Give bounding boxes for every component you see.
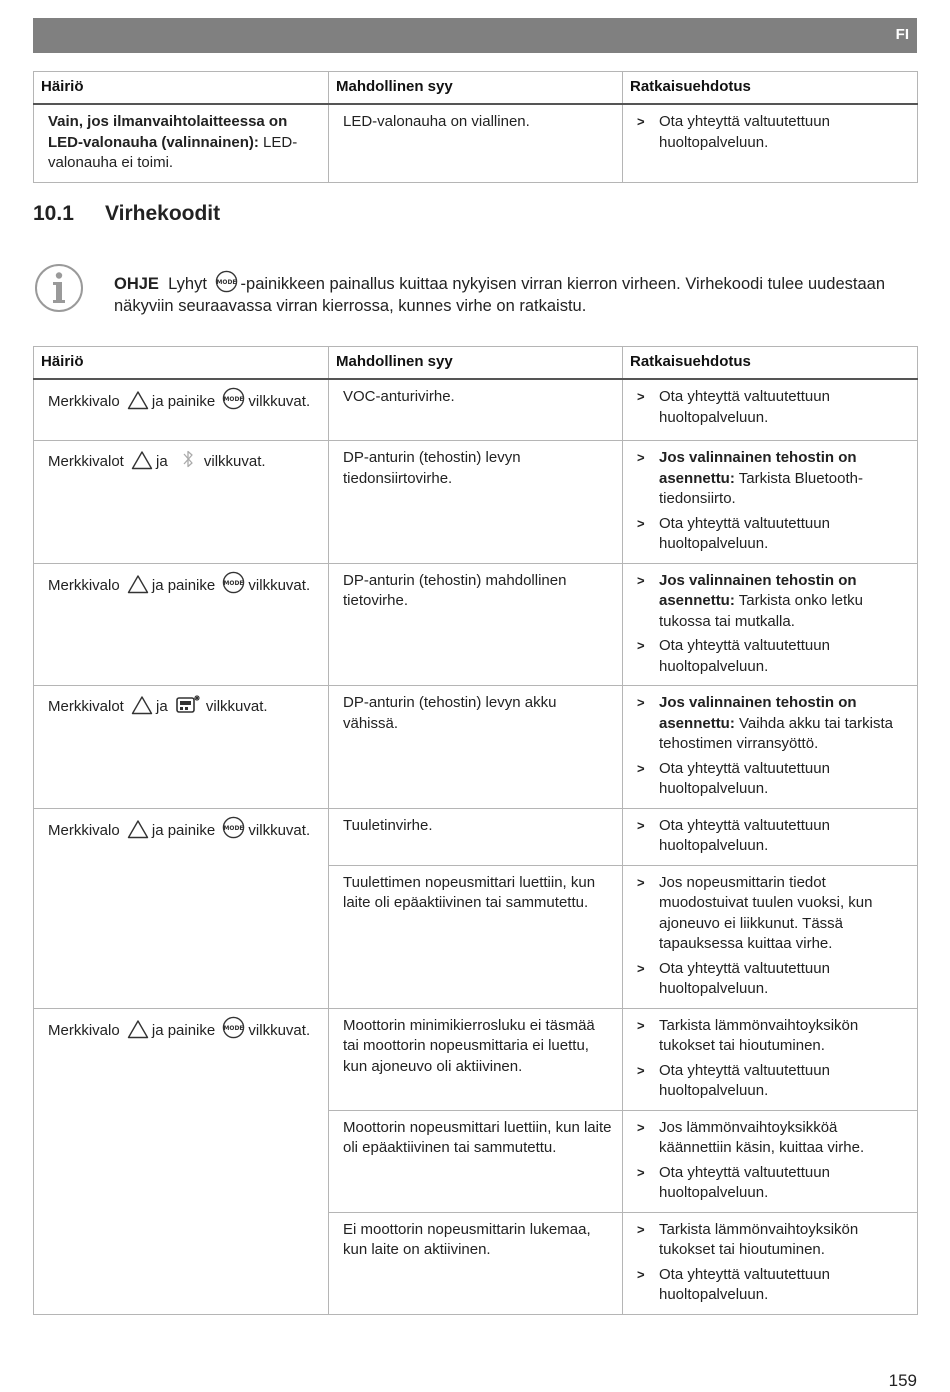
solution-cell: [623, 563, 918, 686]
led-troubleshooting-table: [33, 71, 918, 183]
column-header-cause: Mahdollinen syy: [329, 347, 623, 380]
fault-text: ja painike: [151, 1021, 216, 1039]
fault-text: ja: [156, 698, 168, 715]
solution-item: [637, 636, 907, 677]
table-row: [34, 1008, 918, 1110]
table-header-row: [34, 347, 918, 380]
cause-cell: Tuulettimen nopeusmittari luettiin, kun laite oli epäaktiivinen tai sammutettu.: [329, 865, 623, 1008]
arrow-icon: >: [637, 572, 645, 588]
fault-text: ja: [156, 453, 168, 470]
fault-text: vilkkuvat.: [248, 821, 311, 839]
mode-button-icon: [222, 387, 245, 410]
fault-cell: [34, 441, 329, 564]
note-text-end: -painikkeen painallus kuittaa nykyisen virran kierron virheen. Virhekoodi tulee uudestaan näkyviin seuraavassa virran kierrossa, kunnes virhe on ratkaistu.: [114, 275, 886, 315]
solution-text: Tarkista lämmönvaihtoyksikön tukokset tai hioutuminen.: [659, 1016, 859, 1054]
solution-cell: [623, 865, 918, 1008]
solution-text: Ota yhteyttä valtuutettuun huoltopalveluun.: [659, 388, 830, 426]
arrow-icon: >: [637, 1221, 645, 1237]
table-row: [34, 686, 918, 809]
note-label: OHJE: [114, 275, 159, 293]
warning-triangle-icon: [127, 574, 149, 594]
solution-condition: Jos valinnainen tehostin on asennettu:: [659, 571, 857, 609]
solution-text: Tarkista onko letku tukossa tai mutkalla.: [659, 592, 863, 630]
fault-text: vilkkuvat.: [205, 698, 268, 715]
mode-button-icon: [222, 816, 245, 839]
note-paragraph: [114, 270, 914, 317]
solution-cell: [623, 1008, 918, 1110]
fault-text: ja painike: [151, 821, 216, 839]
mode-button-icon: [222, 1016, 245, 1039]
arrow-icon: >: [637, 389, 645, 404]
note-text-start: Lyhyt: [168, 275, 207, 293]
arrow-icon: >: [637, 638, 645, 653]
language-header-bar: [33, 18, 917, 53]
solution-item: [637, 1265, 907, 1306]
section-title: Virhekoodit: [105, 202, 221, 225]
mode-button-icon: [215, 270, 238, 293]
solution-item: [637, 873, 907, 955]
solution-item: [637, 448, 907, 510]
arrow-icon: >: [637, 817, 645, 833]
solution-item: [637, 1118, 907, 1159]
column-header-solution: Ratkaisuehdotus: [623, 347, 918, 380]
cause-cell: VOC-anturivirhe.: [329, 379, 623, 441]
solution-text: Tarkista Bluetooth-tiedonsiirto.: [659, 469, 863, 507]
cause-cell: Tuuletinvirhe.: [329, 808, 623, 865]
fault-cell: [34, 563, 329, 686]
fault-cell: [34, 1008, 329, 1314]
solution-text: Ota yhteyttä valtuutettuun huoltopalveluun.: [659, 637, 830, 675]
fault-cell: [34, 379, 329, 441]
fault-text: Merkkivalo: [48, 576, 120, 594]
table-row: [34, 104, 918, 182]
arrow-icon: >: [637, 695, 645, 710]
warning-triangle-icon: [131, 450, 153, 470]
solution-text: Ota yhteyttä valtuutettuun huoltopalveluun.: [659, 1061, 830, 1099]
column-header-fault: Häiriö: [34, 347, 329, 380]
fault-text: ja painike: [151, 393, 216, 410]
solution-item: [637, 112, 907, 153]
table-header-row: [34, 72, 918, 105]
battery-icon: [175, 693, 203, 715]
solution-text: Vaihda akku tai tarkista tehostimen virransyöttö.: [659, 714, 893, 752]
page-number: 159: [888, 1371, 917, 1390]
arrow-icon: >: [637, 114, 645, 129]
cause-cell: Moottorin minimikierrosluku ei täsmää tai moottorin nopeusmittaria ei luettu, kun ajoneuvo oli aktiivinen.: [329, 1008, 623, 1110]
error-codes-table: [33, 346, 918, 1315]
fault-text: Merkkivalot: [48, 453, 124, 470]
solution-cell: [623, 686, 918, 809]
fault-cell: [34, 104, 329, 182]
arrow-icon: >: [637, 1164, 645, 1180]
warning-triangle-icon: [127, 390, 149, 410]
solution-text: Ota yhteyttä valtuutettuun huoltopalveluun.: [659, 959, 830, 997]
solution-text: Ota yhteyttä valtuutettuun huoltopalveluun.: [659, 113, 830, 151]
mode-button-icon: [222, 571, 245, 594]
solution-condition: Jos valinnainen tehostin on asennettu:: [659, 449, 857, 487]
fault-text: ja painike: [151, 576, 216, 594]
fault-condition-label: Vain, jos ilmanvaihtolaitteessa on LED-valonauha (valinnainen):: [48, 113, 288, 151]
language-code: FI: [895, 26, 909, 43]
solution-text: Ota yhteyttä valtuutettuun huoltopalveluun.: [659, 816, 830, 854]
solution-cell: [623, 104, 918, 182]
section-number: 10.1: [33, 202, 74, 225]
bluetooth-icon: [175, 448, 201, 470]
solution-text: Jos nopeusmittarin tiedot muodostuivat tuulen vuoksi, kun ajoneuvo ei liikkunut. Tässä tapauksessa kuittaa virhe.: [659, 873, 873, 952]
solution-text: Ota yhteyttä valtuutettuun huoltopalveluun.: [659, 1265, 830, 1303]
fault-text: Merkkivalo: [48, 1021, 120, 1039]
fault-text: Merkkivalo: [48, 821, 120, 839]
solution-text: Ota yhteyttä valtuutettuun huoltopalveluun.: [659, 1163, 830, 1201]
arrow-icon: >: [637, 960, 645, 976]
table-row: [34, 441, 918, 564]
solution-item: [637, 1061, 907, 1102]
warning-triangle-icon: [131, 695, 153, 715]
column-header-fault: Häiriö: [34, 72, 329, 105]
table-row: [34, 379, 918, 441]
cause-cell: LED-valonauha on viallinen.: [329, 104, 623, 182]
solution-item: [637, 1163, 907, 1204]
solution-cell: [623, 379, 918, 441]
fault-text: vilkkuvat.: [248, 1021, 311, 1039]
solution-text: Jos lämmönvaihtoyksikköä käännettiin käsin, kuittaa virhe.: [659, 1118, 865, 1156]
fault-description: LED-valonauha ei toimi.: [48, 133, 298, 171]
table-row: [34, 808, 918, 865]
solution-item: [637, 387, 907, 428]
cause-cell: DP-anturin (tehostin) levyn akku vähissä.: [329, 686, 623, 809]
solution-condition: Jos valinnainen tehostin on asennettu:: [659, 694, 857, 732]
column-header-cause: Mahdollinen syy: [329, 72, 623, 105]
solution-text: Ota yhteyttä valtuutettuun huoltopalveluun.: [659, 759, 830, 797]
arrow-icon: >: [637, 1062, 645, 1078]
info-icon: [34, 263, 84, 320]
cause-cell: DP-anturin (tehostin) levyn tiedonsiirtovirhe.: [329, 441, 623, 564]
solution-cell: [623, 808, 918, 865]
solution-cell: [623, 1212, 918, 1314]
solution-item: [637, 959, 907, 1000]
arrow-icon: >: [637, 760, 645, 776]
fault-text: vilkkuvat.: [248, 576, 311, 594]
section-heading: [33, 204, 220, 225]
fault-cell: [34, 686, 329, 809]
solution-cell: [623, 1110, 918, 1212]
arrow-icon: >: [637, 450, 645, 465]
cause-cell: Moottorin nopeusmittari luettiin, kun laite oli epäaktiivinen tai sammutettu.: [329, 1110, 623, 1212]
solution-item: [637, 693, 907, 755]
fault-cell: [34, 808, 329, 1008]
solution-item: [637, 759, 907, 800]
fault-text: Merkkivalo: [48, 393, 120, 410]
solution-item: [637, 1220, 907, 1261]
arrow-icon: >: [637, 1119, 645, 1135]
fault-text: vilkkuvat.: [203, 453, 266, 470]
solution-text: Ota yhteyttä valtuutettuun huoltopalveluun.: [659, 514, 830, 552]
solution-item: [637, 514, 907, 555]
fault-text: Merkkivalot: [48, 698, 124, 715]
table-row: [34, 563, 918, 686]
cause-cell: DP-anturin (tehostin) mahdollinen tietovirhe.: [329, 563, 623, 686]
arrow-icon: >: [637, 874, 645, 890]
warning-triangle-icon: [127, 1019, 149, 1039]
solution-item: [637, 1016, 907, 1057]
fault-text: vilkkuvat.: [248, 393, 311, 410]
solution-text: Tarkista lämmönvaihtoyksikön tukokset tai hioutuminen.: [659, 1220, 859, 1258]
column-header-solution: Ratkaisuehdotus: [623, 72, 918, 105]
arrow-icon: >: [637, 1266, 645, 1282]
warning-triangle-icon: [127, 819, 149, 839]
arrow-icon: >: [637, 515, 645, 531]
arrow-icon: >: [637, 1017, 645, 1033]
solution-item: [637, 571, 907, 633]
cause-cell: Ei moottorin nopeusmittarin lukemaa, kun laite on aktiivinen.: [329, 1212, 623, 1314]
solution-cell: [623, 441, 918, 564]
solution-item: [637, 816, 907, 857]
